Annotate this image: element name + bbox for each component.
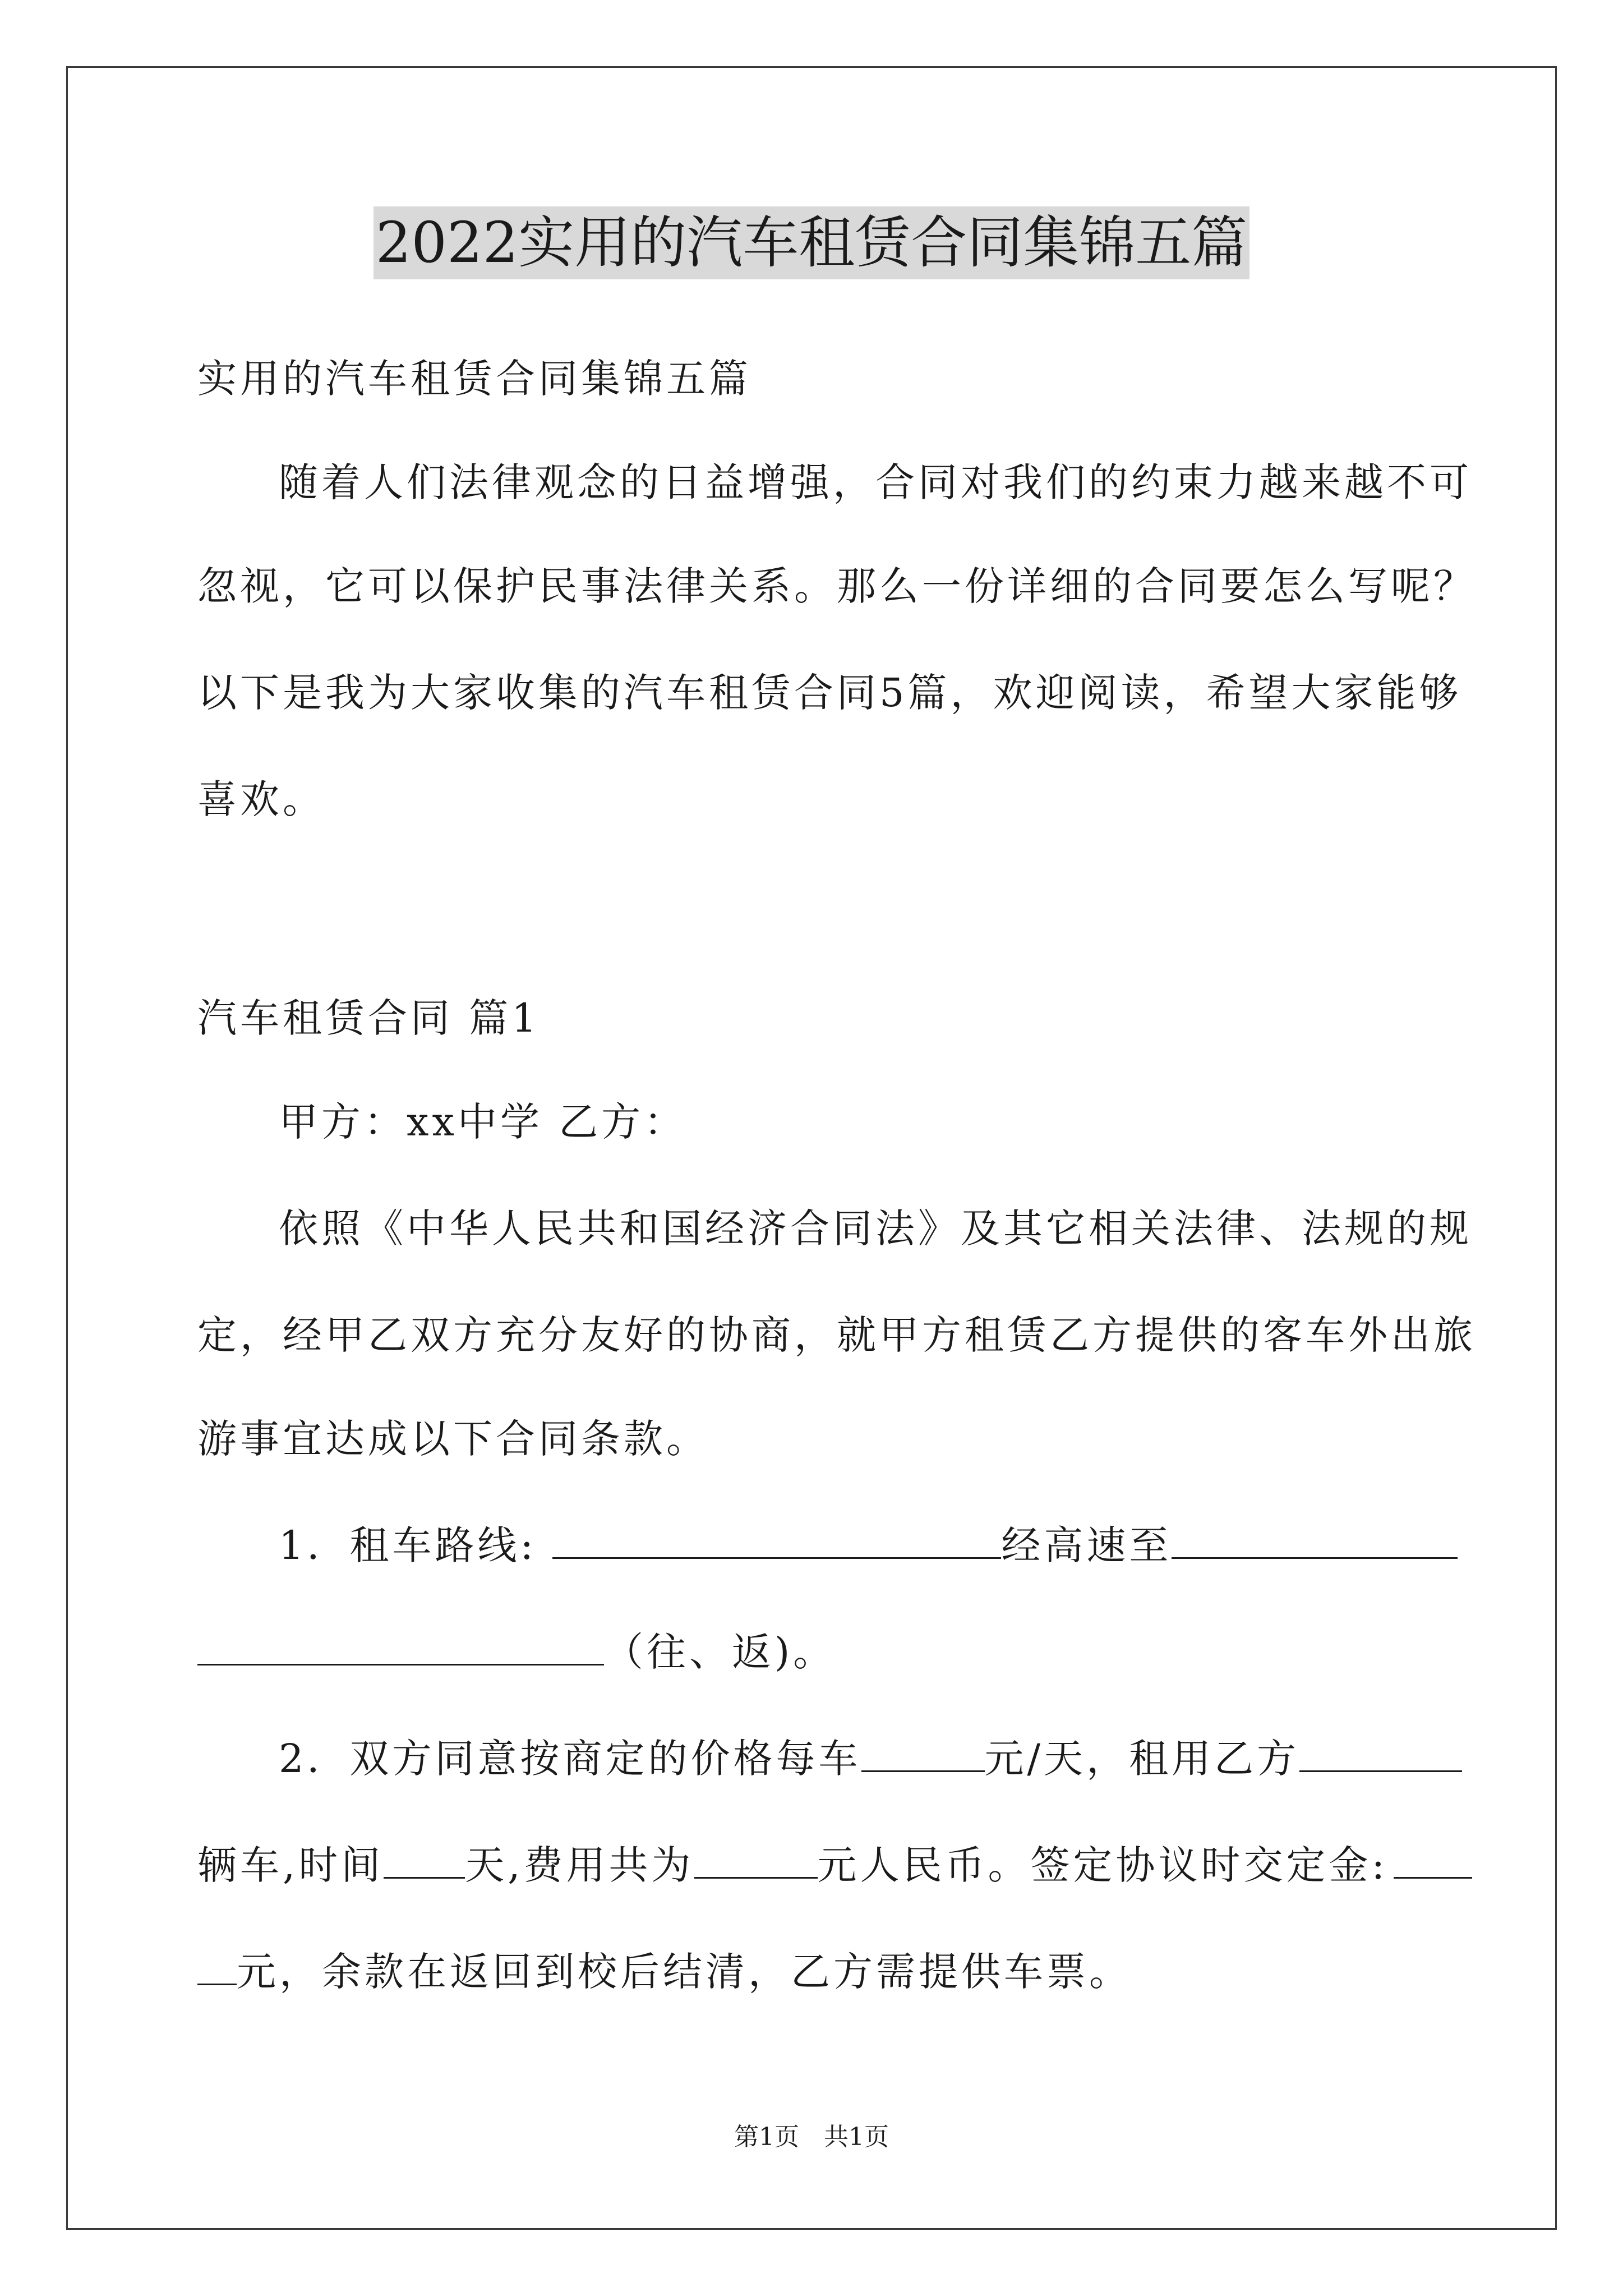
vehicle-count-blank[interactable] (1299, 1736, 1462, 1772)
clause-2-line-3 (197, 1947, 1132, 1997)
para1-line-1: 依照《中华人民共和国经济合同法》及其它相关法律、法规的规 (279, 1205, 1472, 1251)
page-footer: 第1页 共1页 (734, 2123, 889, 2151)
clause-2-vehicles-text: 辆车,时间 (197, 1842, 384, 1888)
intro-line-4: 喜欢。 (197, 776, 325, 822)
route-end-blank[interactable] (1172, 1522, 1458, 1559)
intro-line-1: 随着人们法律观念的日益增强，合同对我们的约束力越来越不可 (279, 459, 1472, 505)
clause-2-line-1 (279, 1733, 1462, 1784)
clause-2-total-text: 天,费用共为 (465, 1842, 694, 1888)
clause-1-line-2 (197, 1627, 836, 1677)
clause-1-suffix: （往、返)。 (604, 1629, 836, 1675)
clause-1-via-text: 经高速至 (1001, 1522, 1172, 1568)
clause-1-label: 1．租车路线: (279, 1522, 537, 1568)
section-heading: 汽车租赁合同 篇1 (197, 995, 540, 1041)
document-title: 2022实用的汽车租赁合同集锦五篇 (374, 206, 1250, 279)
price-per-day-blank[interactable] (861, 1736, 985, 1772)
para1-line-3: 游事宜达成以下合同条款。 (197, 1416, 709, 1462)
clause-2-deposit-text: 元人民币。签定协议时交定金: (817, 1842, 1389, 1888)
intro-line-2: 忽视，它可以保护民事法律关系。那么一份详细的合同要怎么写呢？ (197, 563, 1476, 609)
total-fee-blank[interactable] (694, 1842, 818, 1879)
days-blank[interactable] (384, 1842, 465, 1879)
title-container (0, 206, 1623, 279)
route-destination-blank[interactable] (197, 1629, 604, 1665)
intro-line-3: 以下是我为大家收集的汽车租赁合同5篇，欢迎阅读，希望大家能够 (197, 670, 1462, 716)
route-start-blank[interactable] (552, 1522, 1001, 1559)
para1-line-2: 定，经甲乙双方充分友好的协商，就甲方租赁乙方提供的客车外出旅 (197, 1312, 1476, 1358)
clause-2-balance-text: 元，余款在返回到校后结清，乙方需提供车票。 (237, 1949, 1132, 1995)
deposit-blank[interactable] (1394, 1842, 1472, 1879)
clause-2-rent-text: 元/天，租用乙方 (984, 1736, 1300, 1782)
document-subtitle: 实用的汽车租赁合同集锦五篇 (197, 356, 751, 402)
clause-1-line-1 (279, 1520, 1458, 1571)
deposit-blank-continued[interactable] (197, 1949, 237, 1985)
clause-2-price-text: 2．双方同意按商定的价格每车 (279, 1736, 861, 1782)
contract-parties: 甲方：xx中学 乙方： (279, 1099, 687, 1145)
clause-2-line-2 (197, 1840, 1472, 1890)
